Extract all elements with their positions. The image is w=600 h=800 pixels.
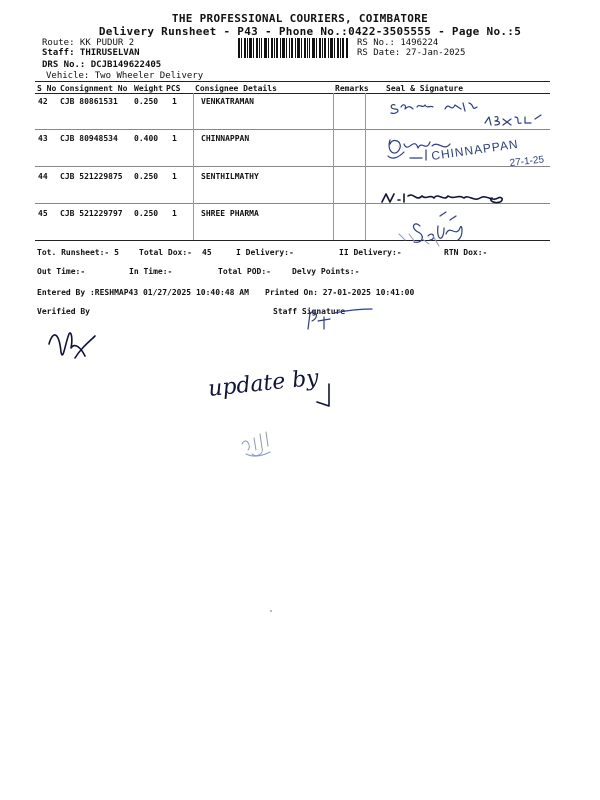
out-time-label: Out Time:- (37, 267, 86, 276)
column-divider (333, 93, 334, 240)
verified-by-label: Verified By (37, 307, 90, 316)
row-consignee: CHINNAPPAN (201, 134, 250, 143)
row-weight: 0.250 (134, 209, 159, 218)
rtn-dox-label: RTN Dox:- (444, 248, 488, 257)
row-sno: 45 (38, 209, 48, 218)
row-sno: 43 (38, 134, 48, 143)
barcode (238, 38, 348, 58)
row-consignee: SENTHILMATHY (201, 172, 259, 181)
column-divider (193, 93, 194, 240)
row-consignment-no: CJB 80948534 (60, 134, 118, 143)
entered-by: Entered By :RESHMAP43 01/27/2025 10:40:48 AM (37, 288, 249, 297)
handwritten-date: 27-1-25 (509, 154, 545, 169)
total-dox-label: Total Dox:- (139, 248, 192, 257)
row-consignment-no: CJB 521229797 (60, 209, 123, 218)
row-pcs: 1 (172, 97, 177, 106)
paper-speck (270, 610, 272, 612)
row-weight: 0.250 (134, 172, 159, 181)
row-sno: 42 (38, 97, 48, 106)
table-top-rule (35, 81, 550, 82)
route-label: Route: KK PUDUR 2 (42, 38, 135, 48)
faint-scribble (232, 424, 282, 464)
row-consignment-no: CJB 80861531 (60, 97, 118, 106)
staff-signature-label: Staff Signature (273, 307, 346, 316)
column-divider (365, 93, 366, 240)
col-header-weight: Weight (134, 84, 163, 93)
col-header-seal-signature: Seal & Signature (386, 84, 464, 93)
col-header-consignment: Consignment No (60, 84, 128, 93)
col-header-remarks: Remarks (335, 84, 369, 93)
drs-number: DRS No.: DCJB149622405 (42, 60, 162, 70)
row-pcs: 1 (172, 172, 177, 181)
total-dox-value: 45 (202, 248, 212, 257)
staff-signature-mark (300, 305, 380, 335)
in-time-label: In Time:- (129, 267, 173, 276)
update-by-handwriting (205, 366, 345, 416)
col-header-consignee: Consignee Details (195, 84, 277, 93)
row-weight: 0.250 (134, 97, 159, 106)
delvy-points-label: Delvy Points:- (292, 267, 360, 276)
total-pod-label: Total POD:- (218, 267, 271, 276)
row-pcs: 1 (172, 134, 177, 143)
row-consignee: SHREE PHARMA (201, 209, 259, 218)
col-header-pcs: PCS (166, 84, 181, 93)
row-pcs: 1 (172, 209, 177, 218)
ii-delivery-label: II Delivery:- (339, 248, 402, 257)
header-bottom-rule (35, 93, 550, 94)
row-weight: 0.400 (134, 134, 159, 143)
row-sno: 44 (38, 172, 48, 181)
handwritten-name: CHINNAPPAN (430, 136, 520, 163)
row-consignment-no: CJB 521229875 (60, 172, 123, 181)
i-delivery-label: I Delivery:- (236, 248, 294, 257)
verified-by-signature (45, 322, 105, 372)
row-consignee: VENKATRAMAN (201, 97, 254, 106)
signature-row-43 (382, 126, 582, 170)
printed-on: Printed On: 27-01-2025 10:41:00 (265, 288, 415, 297)
col-header-sno: S No (37, 84, 57, 93)
rs-date: RS Date: 27-Jan-2025 (357, 48, 466, 58)
total-runsheet: Tot. Runsheet:- 5 (37, 248, 119, 257)
staff-label: Staff: THIRUSELVAN (42, 48, 140, 58)
update-by-text: update by (207, 366, 320, 402)
company-title: THE PROFESSIONAL COURIERS, COIMBATORE (171, 12, 429, 25)
rs-number: RS No.: 1496224 (357, 38, 439, 48)
signature-row-44 (378, 188, 508, 208)
runsheet-subtitle: Delivery Runsheet - P43 - Phone No.:0422-3505555 - Page No.:5 (98, 25, 522, 38)
vehicle-label: Vehicle: Two Wheeler Delivery (46, 71, 204, 81)
